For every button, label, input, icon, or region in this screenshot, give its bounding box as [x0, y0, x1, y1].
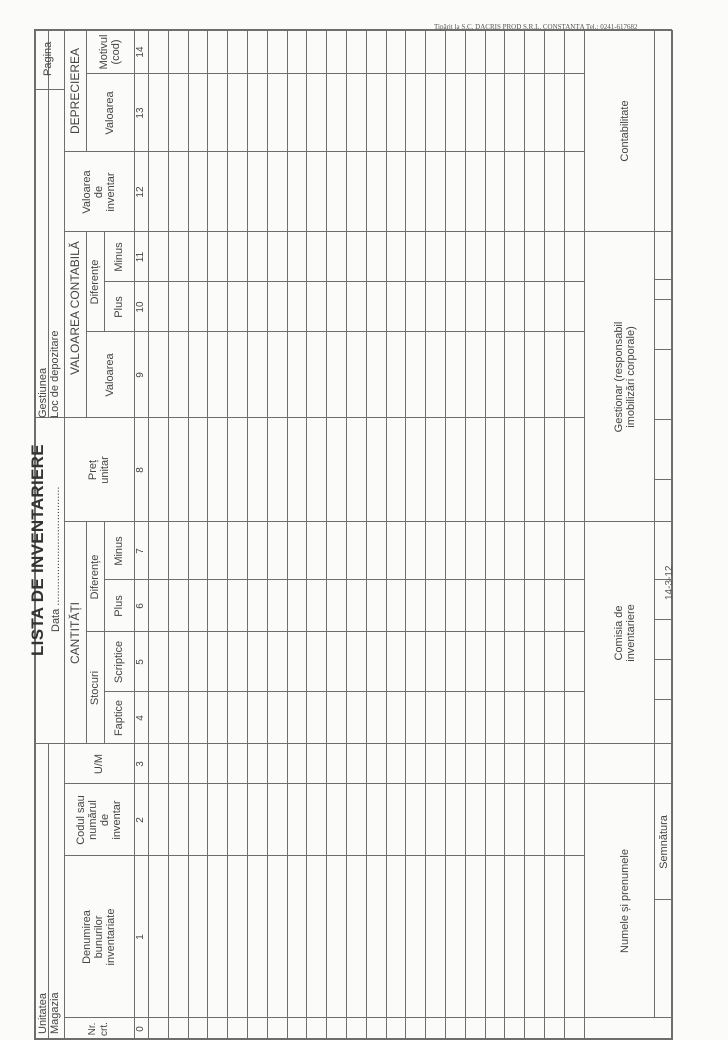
grid-line [654, 699, 672, 700]
printer-note: Tipărit la S.C. DACRIS PROD S.R.L. CONSTANȚA Tel.: 0241-617682 [434, 23, 638, 31]
grid-line [654, 479, 672, 480]
numele-prenumele-label: Numele și prenumele [596, 784, 654, 1018]
unitatea-label: Unitatea [37, 993, 49, 1034]
col-minus-vc: Minus [104, 232, 134, 282]
col-valoarea-de-inventar: Valoarea de inventar [64, 152, 134, 232]
column-number: 0 [134, 1018, 148, 1040]
grid-line [654, 419, 672, 420]
grid-line [654, 299, 672, 300]
grid-line [34, 89, 64, 90]
magazia-label: Magazia [49, 992, 61, 1034]
grid-line [564, 30, 565, 1040]
grid-line [86, 73, 584, 74]
column-number: 9 [134, 332, 148, 418]
grid-line [267, 30, 268, 1040]
column-number: 13 [134, 74, 148, 152]
col-plus-vc: Plus [104, 282, 134, 332]
col-dep-valoarea: Valoarea [86, 74, 134, 152]
grid-line [86, 331, 584, 332]
col-diferente: Diferențe [86, 522, 104, 632]
column-number: 10 [134, 282, 148, 332]
loc-depozitare-label: Loc de depozitare [49, 331, 61, 418]
col-depreciere: DEPRECIEREA [64, 30, 86, 152]
grid-line [188, 30, 189, 1040]
column-number: 11 [134, 232, 148, 282]
grid-line [34, 743, 64, 744]
pagina-label: Pagina [42, 42, 54, 76]
col-nr-crt: Nr. crt. [64, 1018, 134, 1040]
grid-line [445, 30, 446, 1040]
col-diferente-vc: Diferențe [86, 232, 104, 332]
grid-line [405, 30, 406, 1040]
contabilitate-label: Contabilitate [596, 30, 654, 232]
grid-line [148, 30, 149, 1040]
column-number: 5 [134, 632, 148, 692]
col-um: U/M [64, 744, 134, 784]
comisia-label: Comisia de inventariere [596, 522, 654, 744]
grid-line [654, 659, 672, 660]
grid-line [287, 30, 288, 1040]
col-pret-unitar: Preț unitar [64, 418, 134, 522]
col-valoarea-contabila: VALOAREA CONTABILĂ [64, 198, 86, 418]
col-motivul: Motivul (cod) [86, 30, 134, 74]
grid-line [465, 30, 466, 1040]
column-number: 7 [134, 522, 148, 580]
grid-line [227, 30, 228, 1040]
column-number: 8 [134, 418, 148, 522]
grid-line [524, 30, 525, 1040]
grid-line [654, 30, 655, 1018]
col-minus: Minus [104, 522, 134, 580]
grid-line [86, 631, 584, 632]
grid-line [306, 30, 307, 1040]
grid-line [386, 30, 387, 1040]
grid-line [366, 30, 367, 1040]
grid-line [654, 349, 672, 350]
grid-line [104, 691, 584, 692]
grid-line [504, 30, 505, 1040]
col-scriptice: Scriptice [104, 632, 134, 692]
gestiunea-label: Gestiunea [37, 368, 49, 418]
column-number: 2 [134, 784, 148, 856]
grid-line [584, 30, 585, 1040]
column-number: 4 [134, 692, 148, 744]
column-number: 6 [134, 580, 148, 632]
column-number: 14 [134, 30, 148, 74]
col-plus: Plus [104, 580, 134, 632]
page-title: LISTA DE INVENTARIERE [32, 444, 44, 656]
grid-line [104, 579, 584, 580]
grid-line [104, 281, 584, 282]
column-number: 12 [134, 152, 148, 232]
col-cantitati: CANTITĂȚI [64, 522, 86, 744]
semnatura-label: Semnătura [656, 784, 672, 900]
col-codul: Codul sau numărul de inventar [64, 784, 134, 856]
form-code: 14-3-12 [664, 566, 675, 600]
col-denumirea: Denumirea bunurilor inventariate [64, 856, 134, 1018]
grid-line [654, 279, 672, 280]
grid-line [346, 30, 347, 1040]
inventory-form-sheet [34, 30, 672, 1040]
col-stocuri: Stocuri [86, 632, 104, 744]
col-faptice: Faptice [104, 692, 134, 744]
grid-line [326, 30, 327, 1040]
grid-line [168, 30, 169, 1040]
data-label: Data ....................................... [50, 487, 62, 632]
grid-line [425, 30, 426, 1040]
column-number: 3 [134, 744, 148, 784]
col-valoarea: Valoarea [86, 332, 134, 418]
grid-line [544, 30, 545, 1040]
grid-line [207, 30, 208, 1040]
grid-line [485, 30, 486, 1040]
gestionar-label: Gestionar (responsabil imobilizări corporale) [596, 232, 654, 522]
grid-line [654, 619, 672, 620]
grid-line [247, 30, 248, 1040]
column-number: 1 [134, 856, 148, 1018]
